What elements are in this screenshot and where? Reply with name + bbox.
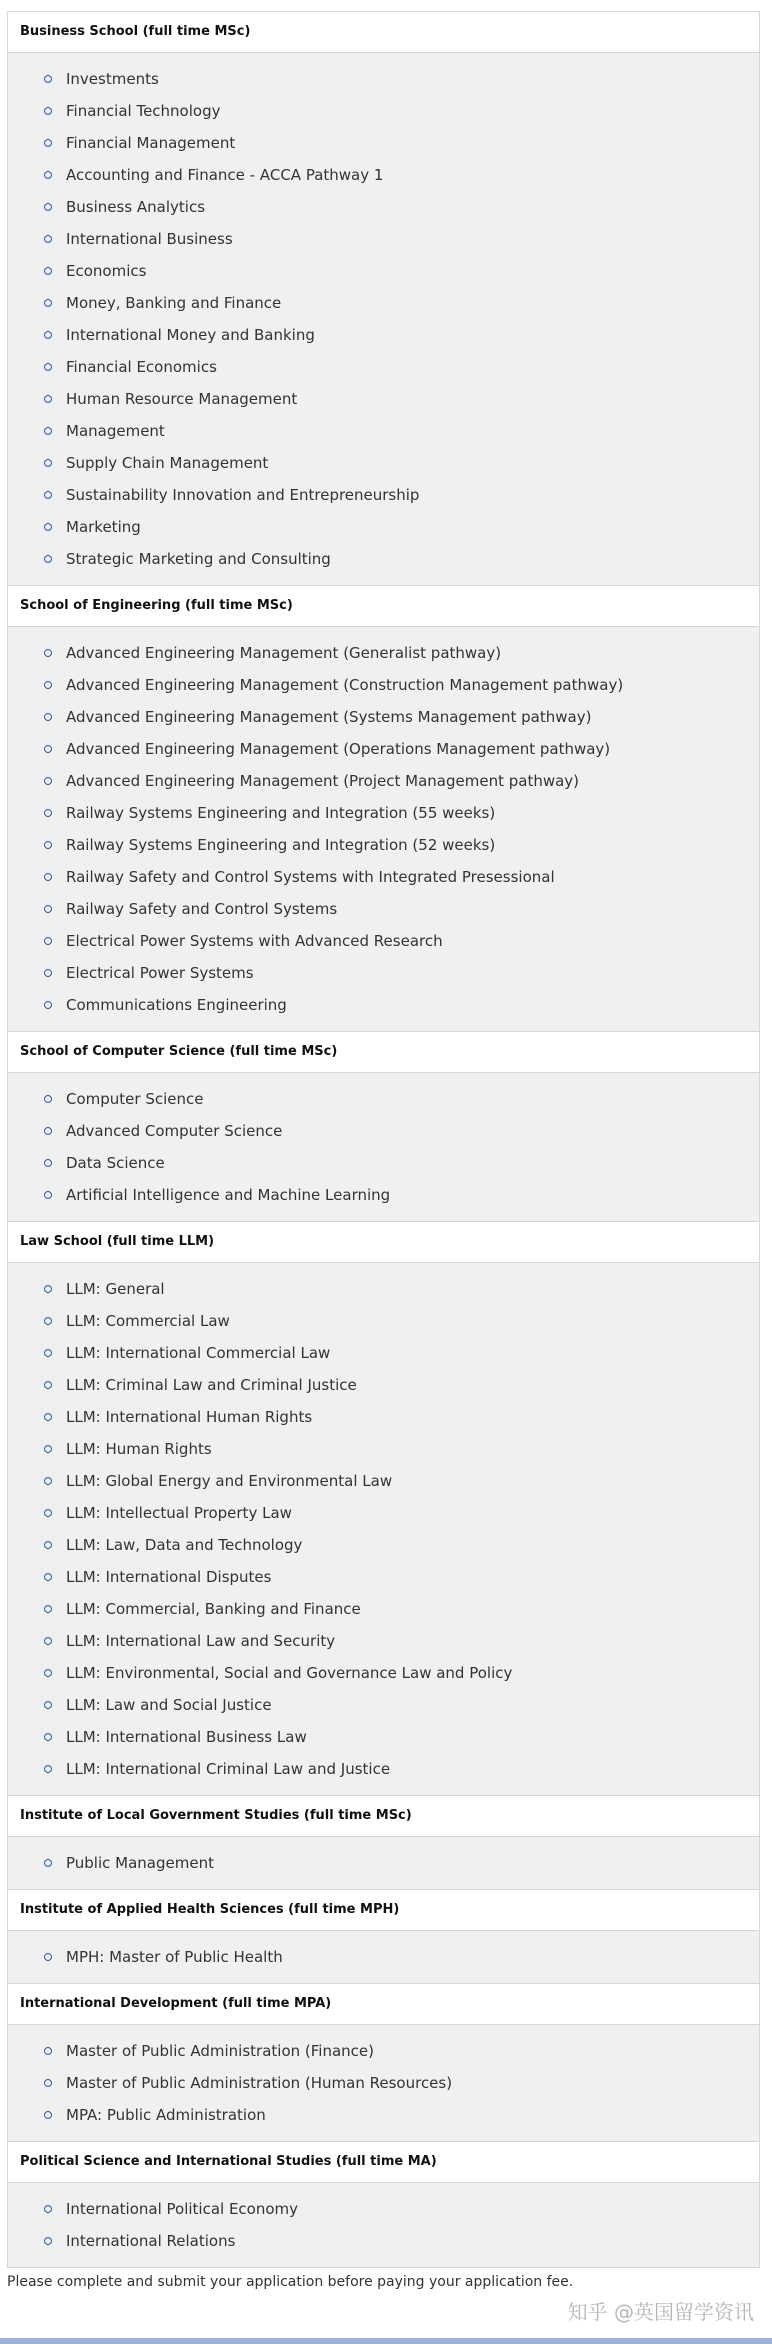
list-item: Financial Management — [8, 127, 759, 159]
list-item: International Relations — [8, 2225, 759, 2257]
list-item: Railway Safety and Control Systems with Integrated Presessional — [8, 861, 759, 893]
list-item: Advanced Computer Science — [8, 1115, 759, 1147]
list-item: Human Resource Management — [8, 383, 759, 415]
section-heading: Political Science and International Studies (full time MA) — [8, 2142, 759, 2183]
list-item: International Money and Banking — [8, 319, 759, 351]
list-item: LLM: Human Rights — [8, 1433, 759, 1465]
section-heading: Institute of Applied Health Sciences (full time MPH) — [8, 1890, 759, 1931]
list-item: Public Management — [8, 1847, 759, 1879]
section-heading: Institute of Local Government Studies (full time MSc) — [8, 1796, 759, 1837]
section-heading: Law School (full time LLM) — [8, 1222, 759, 1263]
list-item: Supply Chain Management — [8, 447, 759, 479]
list-item: LLM: Law and Social Justice — [8, 1689, 759, 1721]
programme-list-items — [8, 1273, 759, 1785]
section-body — [8, 1931, 759, 1983]
list-item: Railway Safety and Control Systems — [8, 893, 759, 925]
list-item: Marketing — [8, 511, 759, 543]
list-item: LLM: Environmental, Social and Governance Law and Policy — [8, 1657, 759, 1689]
list-item: Business Analytics — [8, 191, 759, 223]
list-item: LLM: International Criminal Law and Justice — [8, 1753, 759, 1785]
list-item: Railway Systems Engineering and Integration (55 weeks) — [8, 797, 759, 829]
list-item: Artificial Intelligence and Machine Learning — [8, 1179, 759, 1211]
list-item: LLM: International Human Rights — [8, 1401, 759, 1433]
list-item: Money, Banking and Finance — [8, 287, 759, 319]
programme-section — [7, 11, 760, 586]
list-item: LLM: International Business Law — [8, 1721, 759, 1753]
list-item: Strategic Marketing and Consulting — [8, 543, 759, 575]
list-item: LLM: International Commercial Law — [8, 1337, 759, 1369]
section-body — [8, 1073, 759, 1221]
list-item: Advanced Engineering Management (Generalist pathway) — [8, 637, 759, 669]
list-item: Master of Public Administration (Finance) — [8, 2035, 759, 2067]
list-item: Economics — [8, 255, 759, 287]
list-item: LLM: Law, Data and Technology — [8, 1529, 759, 1561]
programme-list-items — [8, 2193, 759, 2257]
section-heading: School of Computer Science (full time MSc) — [8, 1032, 759, 1073]
list-item: LLM: Intellectual Property Law — [8, 1497, 759, 1529]
programme-section — [7, 1984, 760, 2142]
list-item: MPH: Master of Public Health — [8, 1941, 759, 1973]
list-item: International Political Economy — [8, 2193, 759, 2225]
programme-section — [7, 1222, 760, 1796]
list-item: LLM: Commercial Law — [8, 1305, 759, 1337]
list-item: Electrical Power Systems — [8, 957, 759, 989]
list-item: Advanced Engineering Management (Systems Management pathway) — [8, 701, 759, 733]
page-bottom-bar — [0, 2338, 772, 2344]
programme-list-items — [8, 1847, 759, 1879]
list-item: MPA: Public Administration — [8, 2099, 759, 2131]
watermark: 知乎 @英国留学资讯 — [567, 2300, 754, 2324]
list-item: LLM: Commercial, Banking and Finance — [8, 1593, 759, 1625]
list-item: Advanced Engineering Management (Operations Management pathway) — [8, 733, 759, 765]
list-item: International Business — [8, 223, 759, 255]
list-item: Financial Technology — [8, 95, 759, 127]
list-item: Accounting and Finance - ACCA Pathway 1 — [8, 159, 759, 191]
programme-list-items — [8, 1941, 759, 1973]
programme-section — [7, 1796, 760, 1890]
programme-list-items — [8, 637, 759, 1021]
programme-section — [7, 2142, 760, 2268]
programme-section — [7, 1890, 760, 1984]
programme-list — [7, 11, 760, 2268]
section-body — [8, 2025, 759, 2141]
list-item: LLM: International Law and Security — [8, 1625, 759, 1657]
list-item: LLM: Criminal Law and Criminal Justice — [8, 1369, 759, 1401]
list-item: LLM: General — [8, 1273, 759, 1305]
list-item: Electrical Power Systems with Advanced Research — [8, 925, 759, 957]
programme-section — [7, 1032, 760, 1222]
programme-list-items — [8, 2035, 759, 2131]
section-body — [8, 53, 759, 585]
list-item: Railway Systems Engineering and Integration (52 weeks) — [8, 829, 759, 861]
list-item: Advanced Engineering Management (Construction Management pathway) — [8, 669, 759, 701]
list-item: LLM: Global Energy and Environmental Law — [8, 1465, 759, 1497]
list-item: Computer Science — [8, 1083, 759, 1115]
programme-list-items — [8, 63, 759, 575]
list-item: Investments — [8, 63, 759, 95]
section-heading: International Development (full time MPA) — [8, 1984, 759, 2025]
list-item: Data Science — [8, 1147, 759, 1179]
list-item: Sustainability Innovation and Entrepreneurship — [8, 479, 759, 511]
section-body — [8, 2183, 759, 2267]
list-item: Communications Engineering — [8, 989, 759, 1021]
list-item: Advanced Engineering Management (Project Management pathway) — [8, 765, 759, 797]
section-body — [8, 1837, 759, 1889]
list-item: LLM: International Disputes — [8, 1561, 759, 1593]
list-item: Management — [8, 415, 759, 447]
application-fee-note: Please complete and submit your application before paying your application fee. — [7, 2274, 574, 2290]
section-body — [8, 627, 759, 1031]
programme-list-items — [8, 1083, 759, 1211]
list-item: Master of Public Administration (Human Resources) — [8, 2067, 759, 2099]
programme-section — [7, 586, 760, 1032]
section-body — [8, 1263, 759, 1795]
section-heading: Business School (full time MSc) — [8, 12, 759, 53]
list-item: Financial Economics — [8, 351, 759, 383]
section-heading: School of Engineering (full time MSc) — [8, 586, 759, 627]
